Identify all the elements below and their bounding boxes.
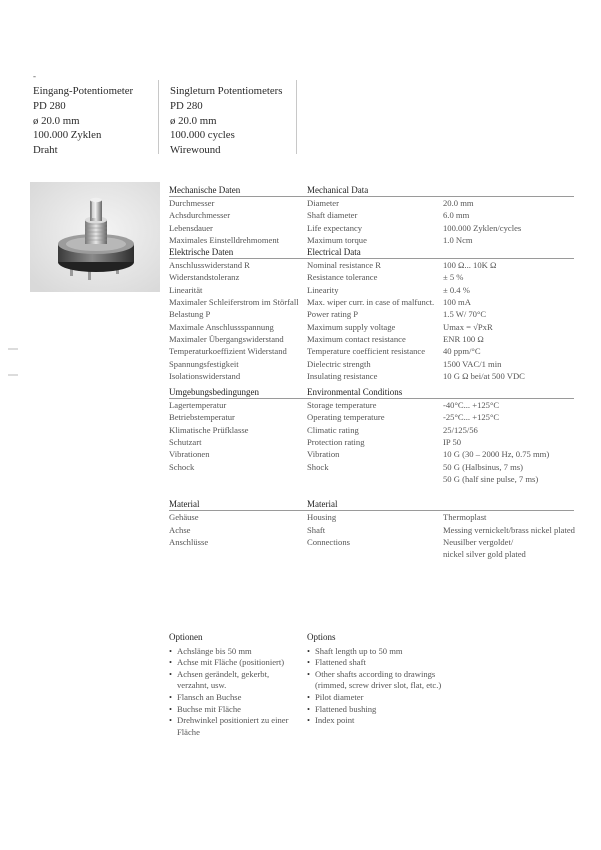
section-header-environmental: [169, 386, 574, 399]
label-en: Insulating resistance: [307, 370, 378, 381]
table-row: [169, 333, 574, 345]
label-de: Spannungsfestigkeit: [169, 358, 239, 369]
label-de: Gehäuse: [169, 512, 199, 523]
section-title-de: Material: [169, 499, 200, 510]
list-item: [169, 646, 288, 658]
value: -25°C... +125°C: [443, 412, 500, 423]
option-text: Pilot diameter: [315, 691, 364, 702]
table-row: [169, 536, 574, 548]
label-de: Maximale Anschlussspannung: [169, 321, 274, 332]
label-de: Betriebstemperatur: [169, 412, 235, 423]
value: 50 G (half sine pulse, 7 ms): [443, 473, 539, 484]
label-de: Maximaler Schleiferstrom im Störfall: [169, 297, 299, 308]
label-en: Housing: [307, 512, 337, 523]
list-item: [307, 715, 441, 727]
section-header-material: [169, 498, 574, 511]
section-title-en: Mechanical Data: [307, 185, 369, 195]
label-en: Resistance tolerance: [307, 272, 378, 283]
option-text: Flattened shaft: [315, 657, 366, 668]
label-de: Anschlüsse: [169, 536, 209, 547]
table-row: [169, 511, 574, 523]
table-row: [169, 411, 574, 423]
table-row: [169, 424, 574, 436]
label-de: Linearität: [169, 284, 203, 295]
table-row: [169, 209, 574, 221]
table-row: [169, 197, 574, 209]
header-divider-2: [296, 80, 297, 154]
table-row: [169, 461, 574, 473]
margin-mark: [8, 348, 18, 350]
label-en: Max. wiper curr. in case of malfunct.: [307, 297, 435, 308]
table-row: [169, 436, 574, 448]
table-row: [169, 473, 574, 485]
list-item: [169, 657, 288, 669]
label-en: Dielectric strength: [307, 358, 371, 369]
label-de: Widerstandstoleranz: [169, 272, 240, 283]
table-row: [169, 234, 574, 246]
label-de: Lebensdauer: [169, 222, 213, 233]
option-text-cont: (rimmed, screw driver slot, flat, etc.): [315, 680, 442, 691]
header-english: [170, 84, 282, 158]
value: 1500 VAC/1 min: [443, 358, 502, 369]
label-en: Vibration: [307, 449, 340, 460]
options-title-en: Options: [307, 632, 336, 642]
option-text: Flansch an Buchse: [177, 691, 242, 702]
list-item: [169, 669, 288, 692]
label-de: Klimatische Prüfklasse: [169, 424, 249, 435]
value: 100 mA: [443, 297, 471, 308]
label-de: Maximales Einstelldrehmoment: [169, 234, 280, 245]
value: ENR 100 Ω: [443, 333, 484, 344]
option-text: Other shafts according to drawings: [315, 668, 436, 679]
list-item: [307, 704, 441, 716]
table-row: [169, 358, 574, 370]
option-text-cont: verzahnt, usw.: [177, 680, 227, 691]
option-text: Buchse mit Fläche: [177, 703, 241, 714]
label-de: Lagertemperatur: [169, 400, 227, 411]
label-en: Shaft diameter: [307, 210, 358, 221]
option-text: Achslänge bis 50 mm: [177, 645, 252, 656]
table-row: [169, 284, 574, 296]
corner-mark: -: [33, 71, 36, 81]
table-row: [169, 271, 574, 283]
section-title-en: Environmental Conditions: [307, 387, 403, 398]
value: Umax = √PxR: [443, 321, 493, 332]
table-row: [169, 345, 574, 357]
section-title-en: Material: [307, 499, 338, 510]
table-row: [169, 321, 574, 333]
value: ± 0.4 %: [443, 284, 470, 295]
label-de: Isolationswiderstand: [169, 370, 241, 381]
label-en: Shock: [307, 461, 329, 472]
value: 100.000 Zyklen/cycles: [443, 222, 522, 233]
label-de: Anschlusswiderstand R: [169, 260, 250, 271]
value: nickel silver gold plated: [443, 549, 526, 560]
option-text-cont: Fläche: [177, 726, 200, 737]
value: Neusilber vergoldet/: [443, 536, 514, 547]
header-en-line-5: Wirewound: [170, 144, 221, 157]
label-de: Temperaturkoeffizient Widerstand: [169, 346, 287, 357]
value: 50 G (Halbsinus, 7 ms): [443, 461, 523, 472]
label-en: Maximum supply voltage: [307, 321, 396, 332]
table-row: [169, 308, 574, 320]
option-text: Flattened bushing: [315, 703, 377, 714]
option-text: Index point: [315, 715, 355, 726]
options-english: [307, 632, 441, 727]
table-row: [169, 448, 574, 460]
table-row: [169, 524, 574, 536]
list-item: [169, 715, 288, 738]
label-en: Life expectancy: [307, 222, 363, 233]
option-text: Achse mit Fläche (positioniert): [177, 657, 285, 668]
table-row: [169, 399, 574, 411]
options-list-en: [307, 646, 441, 727]
table-row: [169, 370, 574, 382]
header-en-line-4: 100.000 cycles: [170, 129, 235, 142]
header-divider: [158, 80, 159, 154]
value: 10 G (30 – 2000 Hz, 0.75 mm): [443, 449, 550, 460]
value: 10 G Ω bei/at 500 VDC: [443, 370, 525, 381]
label-en: Diameter: [307, 198, 339, 208]
label-de: Vibrationen: [169, 449, 210, 460]
list-item: [169, 692, 288, 704]
section-header-electrical: [169, 246, 574, 259]
table-row: [169, 222, 574, 234]
potentiometer-icon: [30, 182, 160, 292]
label-en: Linearity: [307, 284, 339, 295]
list-item: [307, 669, 441, 692]
label-en: Protection rating: [307, 437, 365, 448]
section-title-de: Elektrische Daten: [169, 247, 234, 258]
label-en: Temperature coefficient resistance: [307, 346, 426, 357]
value: ± 5 %: [443, 272, 464, 283]
label-de: Schock: [169, 461, 195, 472]
option-text: Achsen gerändelt, gekerbt,: [177, 668, 270, 679]
label-de: Achse: [169, 524, 191, 535]
value: -40°C... +125°C: [443, 400, 500, 411]
label-en: Climatic rating: [307, 424, 359, 435]
label-de: Schutzart: [169, 437, 202, 448]
label-en: Shaft: [307, 524, 326, 535]
table-row: [169, 259, 574, 271]
label-de: Maximaler Übergangswiderstand: [169, 333, 284, 344]
label-en: Maximum contact resistance: [307, 333, 406, 344]
margin-mark: [8, 374, 18, 376]
list-item: [307, 692, 441, 704]
header-german: [33, 84, 133, 158]
value: 6.0 mm: [443, 210, 470, 221]
value: 1.0 Ncm: [443, 234, 473, 245]
option-text: Drehwinkel positioniert zu einer: [177, 715, 289, 726]
header-de-line-1: Eingang-Potentiometer: [33, 85, 134, 97]
label-en: Maximum torque: [307, 234, 367, 245]
list-item: [307, 657, 441, 669]
spec-table: [169, 184, 574, 560]
header-en-line-3: ø 20.0 mm: [170, 114, 217, 127]
value: 25/125/56: [443, 424, 478, 435]
list-item: [307, 646, 441, 658]
section-title-en: Electrical Data: [307, 247, 361, 258]
label-de: Belastung P: [169, 309, 211, 320]
label-en: Operating temperature: [307, 412, 385, 423]
option-text: Shaft length up to 50 mm: [315, 645, 403, 656]
table-row: [169, 296, 574, 308]
value: 20.0 mm: [443, 198, 474, 208]
value: IP 50: [443, 437, 462, 448]
label-de: Durchmesser: [169, 198, 215, 208]
product-photo: [30, 182, 160, 292]
label-en: Nominal resistance R: [307, 260, 381, 271]
section-header-mechanical: [169, 184, 574, 197]
value: 100 Ω... 10K Ω: [443, 260, 497, 271]
header-de-line-4: 100.000 Zyklen: [33, 129, 102, 142]
header-de-line-3: ø 20.0 mm: [33, 114, 80, 127]
options-german: [169, 632, 288, 738]
header-en-line-1: Singleturn Potentiometers: [170, 85, 283, 97]
options-list-de: [169, 646, 288, 739]
section-title-de: Umgebungsbedingungen: [169, 387, 259, 398]
header-en-line-2: PD 280: [170, 99, 203, 112]
value: 1.5 W/ 70°C: [443, 309, 487, 320]
label-en: Connections: [307, 536, 350, 547]
label-en: Storage temperature: [307, 400, 377, 411]
list-item: [169, 704, 288, 716]
label-en: Power rating P: [307, 309, 359, 320]
label-de: Achsdurchmesser: [169, 210, 231, 221]
header-de-line-5: Draht: [33, 144, 58, 157]
value: Thermoplast: [443, 512, 487, 523]
section-title-de: Mechanische Daten: [169, 185, 241, 195]
value: Messing vernickelt/brass nickel plated: [443, 524, 575, 535]
value: 40 ppm/°C: [443, 346, 481, 357]
options-title-de: Optionen: [169, 632, 203, 642]
table-row: [169, 548, 574, 560]
header-de-line-2: PD 280: [33, 99, 66, 112]
